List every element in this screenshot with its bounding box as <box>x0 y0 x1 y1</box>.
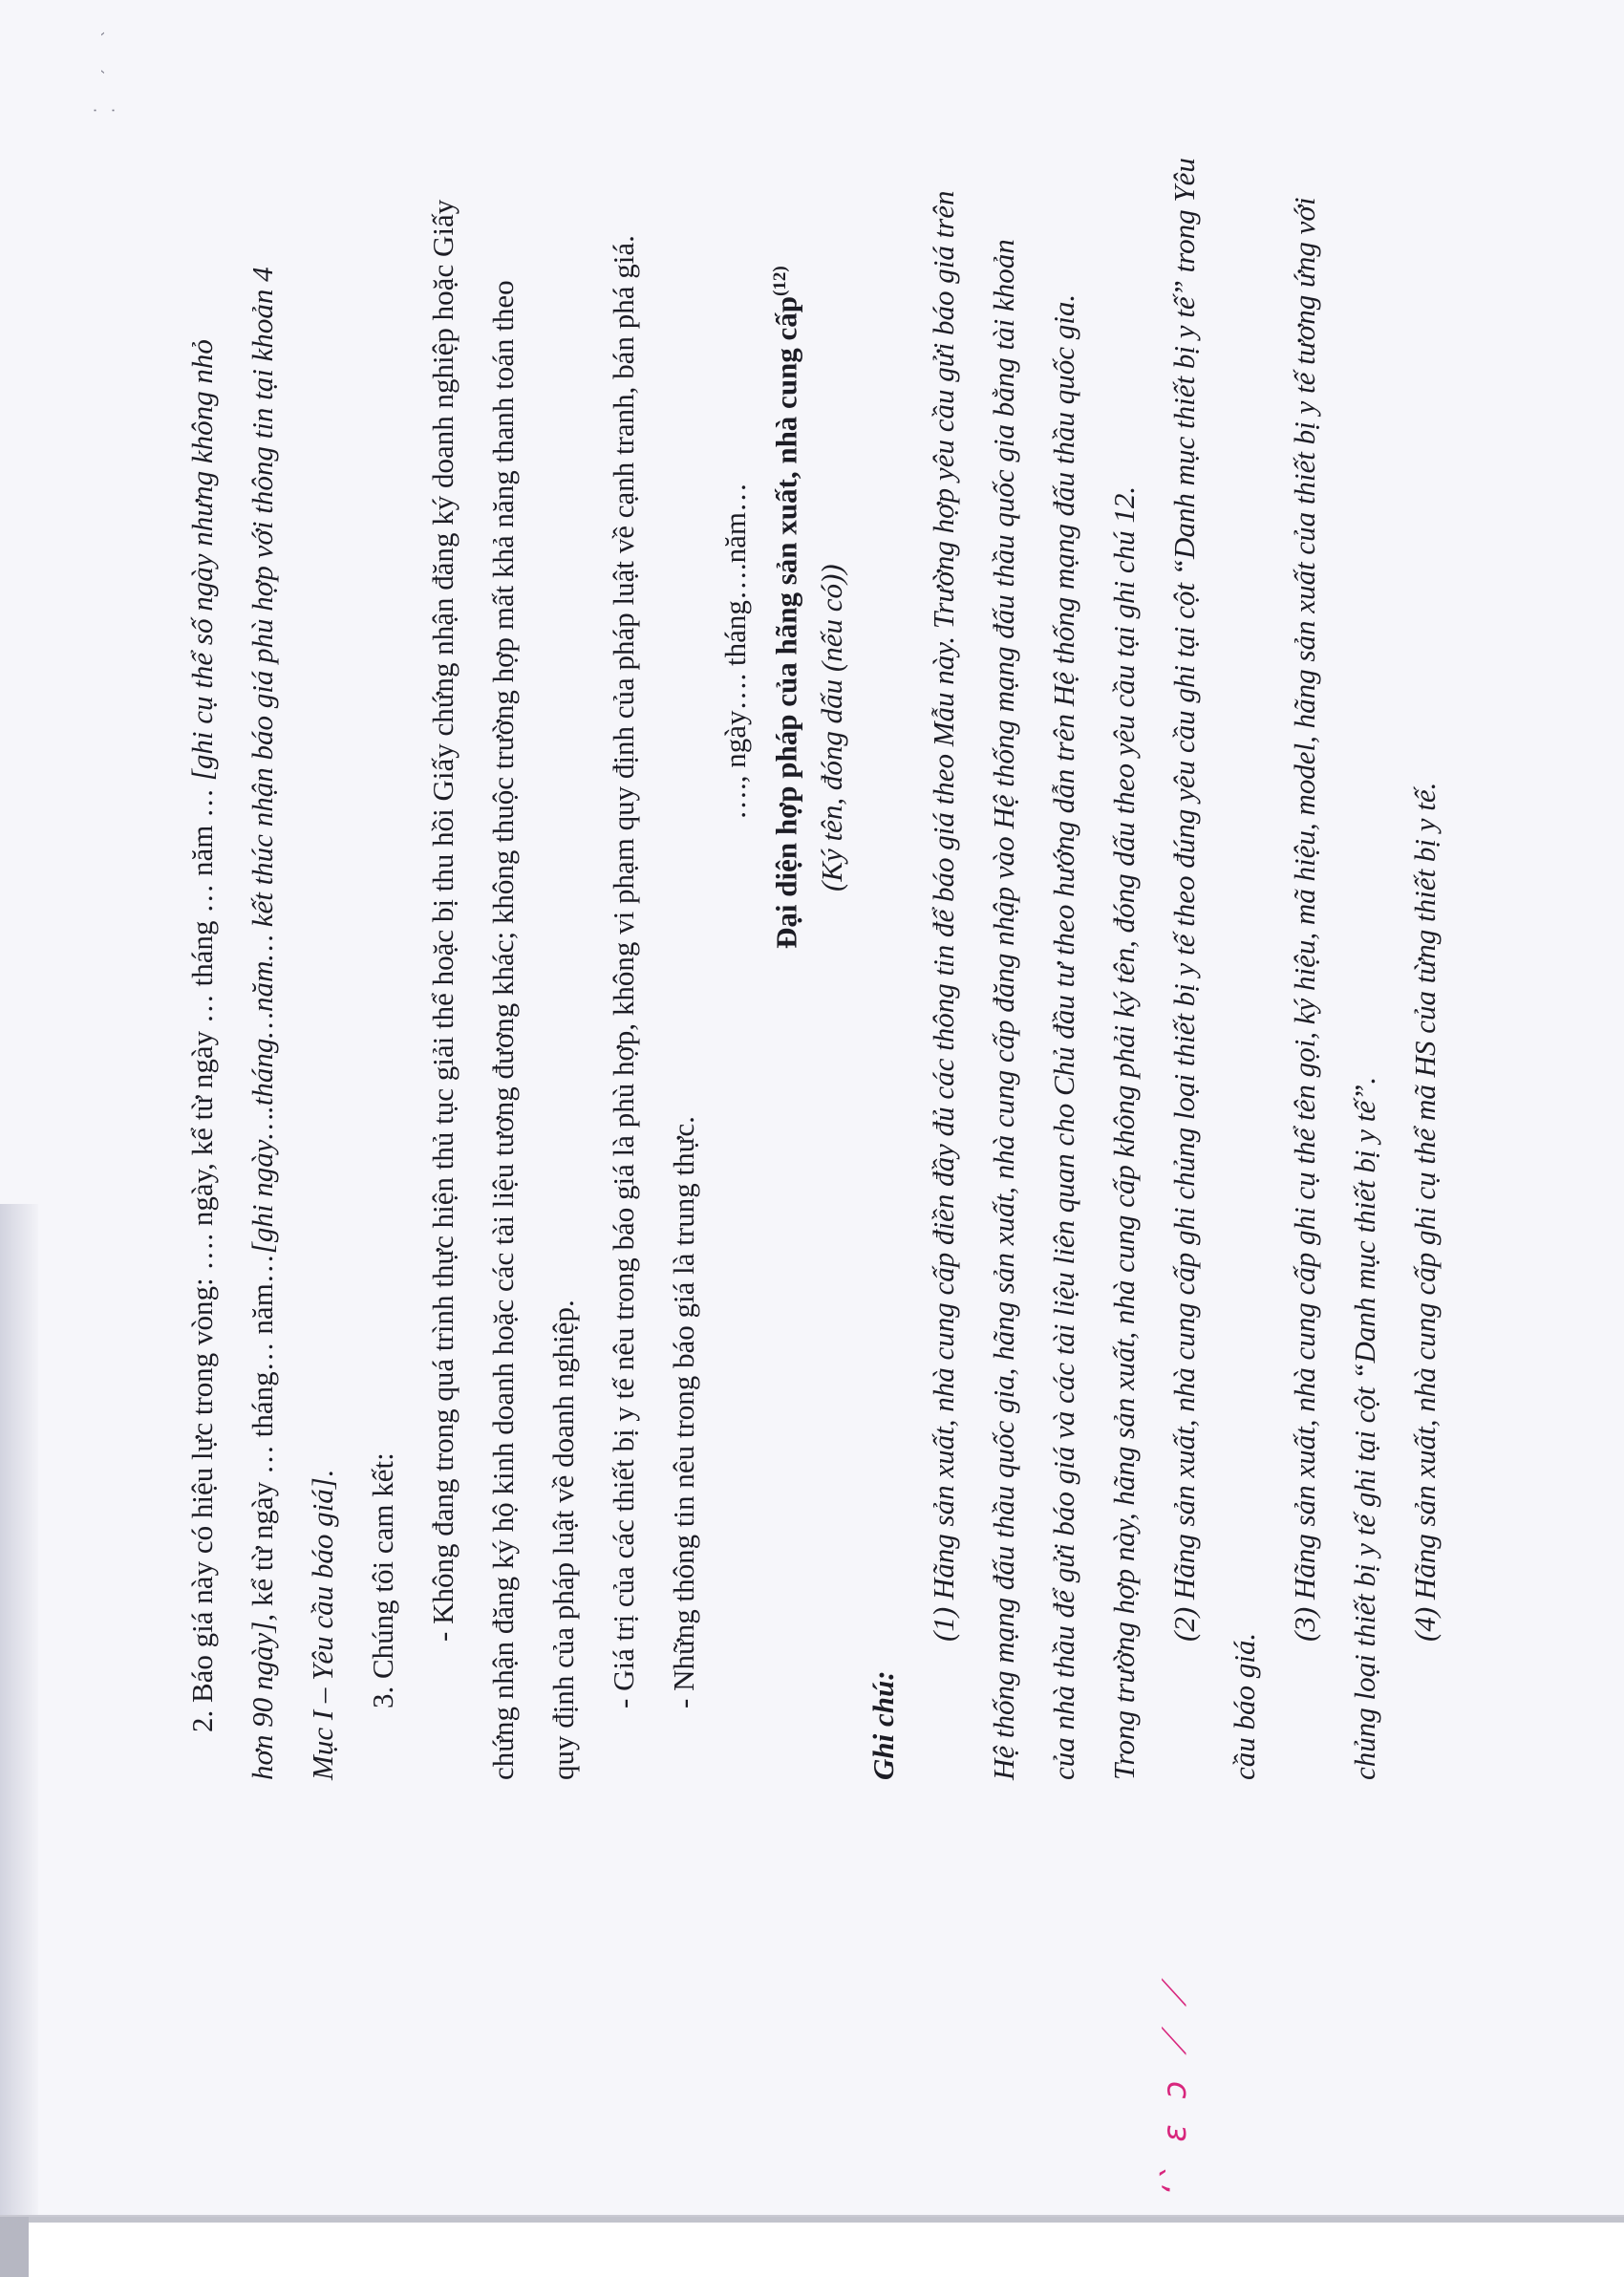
note-2-line-2: cầu báo giá. <box>1228 1632 1262 1780</box>
note-1-line-1: (1) Hãng sản xuất, nhà cung cấp điền đầy đủ các thông tin để báo giá theo Mẫu này. Trường hợp yêu cầu gửi báo giá trên <box>927 190 961 1642</box>
validity-line-3: Mục I – Yêu cầu báo giá]. <box>306 1470 339 1780</box>
commitments-heading: 3. Chúng tôi cam kết: <box>366 1452 399 1708</box>
handwritten-mark-icon: ʻ ̀ ɛ ɔ ⟋ ⟋ <box>1156 1976 1194 2196</box>
commitment-1-line-1: - Không đang trong quá trình thực hiện thủ tục giải thể hoặc bị thu hồi Giấy chứng nhận đăng ký doanh nghiệp hoặc Giấy <box>426 199 459 1642</box>
note-3-line-2: chủng loại thiết bị y tế ghi tại cột “Danh mục thiết bị y tế”. <box>1348 1076 1382 1780</box>
page-edge-shadow <box>0 2217 1624 2223</box>
commitment-1-line-3: quy định của pháp luật về doanh nghiệp. <box>546 1300 580 1780</box>
note-2-line-1: (2) Hãng sản xuất, nhà cung cấp ghi chủng loại thiết bị y tế theo đúng yêu cầu ghi tại cột “Danh mục thiết bị y tế” trong Yêu <box>1167 158 1202 1642</box>
note-1-line-2: Hệ thống mạng đấu thầu quốc gia, hãng sản xuất, nhà cung cấp đăng nhập vào Hệ thống mạng đấu thầu quốc gia bằng tài khoản <box>987 239 1021 1780</box>
signature-date-line: …., ngày…. tháng….năm… <box>718 482 752 820</box>
note-3-line-1: (3) Hãng sản xuất, nhà cung cấp ghi cụ thể tên gọi, ký hiệu, mã hiệu, model, hãng sản xuất của thiết bị y tế tương ứng với <box>1288 197 1322 1642</box>
note-1-line-4: Trong trường hợp này, hãng sản xuất, nhà cung cấp không phải ký tên, đóng dấu theo yêu cầu tại ghi chú 12. <box>1107 485 1142 1780</box>
commitment-2: - Giá trị của các thiết bị y tế nêu trong báo giá là phù hợp, không vi phạm quy định của pháp luật về cạnh tranh, bán phá giá. <box>607 235 640 1708</box>
notes-heading: Ghi chú: <box>866 1670 901 1780</box>
notes-list <box>913 51 1455 1780</box>
note-4-line-1: (4) Hãng sản xuất, nhà cung cấp ghi cụ thể mã HS của từng thiết bị y tế. <box>1408 782 1442 1642</box>
commitment-3: - Những thông tin nêu trong báo giá là trung thực. <box>667 1116 700 1708</box>
scan-speckle-icon: · ˏ ˎ · <box>86 15 122 113</box>
note-1-line-3: của nhà thầu để gửi báo giá và các tài liệu liên quan cho Chủ đầu tư theo hướng dẫn trên Hệ thống mạng đấu thầu quốc gia. <box>1047 293 1081 1780</box>
document-body <box>172 51 1455 1780</box>
signature-title: Đại diện hợp pháp của hãng sản xuất, nhà cung cấp$^{(12)}$ <box>769 266 803 949</box>
signature-subtitle: (Ký tên, đóng dấu (nếu có)) <box>815 564 849 891</box>
validity-line-1: 2. Báo giá này có hiệu lực trong vòng: …. ngày, kể từ ngày … tháng … năm … [ghi cụ thể số ngày nhưng không nhỏ <box>185 339 219 1732</box>
corner-shadow <box>0 2217 29 2277</box>
validity-line-2: hơn 90 ngày], kể từ ngày … tháng… năm…[ghi ngày….tháng…năm… kết thúc nhận báo giá phù hợp với thông tin tại khoản 4 <box>246 267 279 1780</box>
scanner-bed-edge <box>0 2217 1624 2277</box>
commitment-1-line-2: chứng nhận đăng ký hộ kinh doanh hoặc các tài liệu tương đương khác; không thuộc trường hợp mất khả năng thanh toán theo <box>486 280 520 1780</box>
